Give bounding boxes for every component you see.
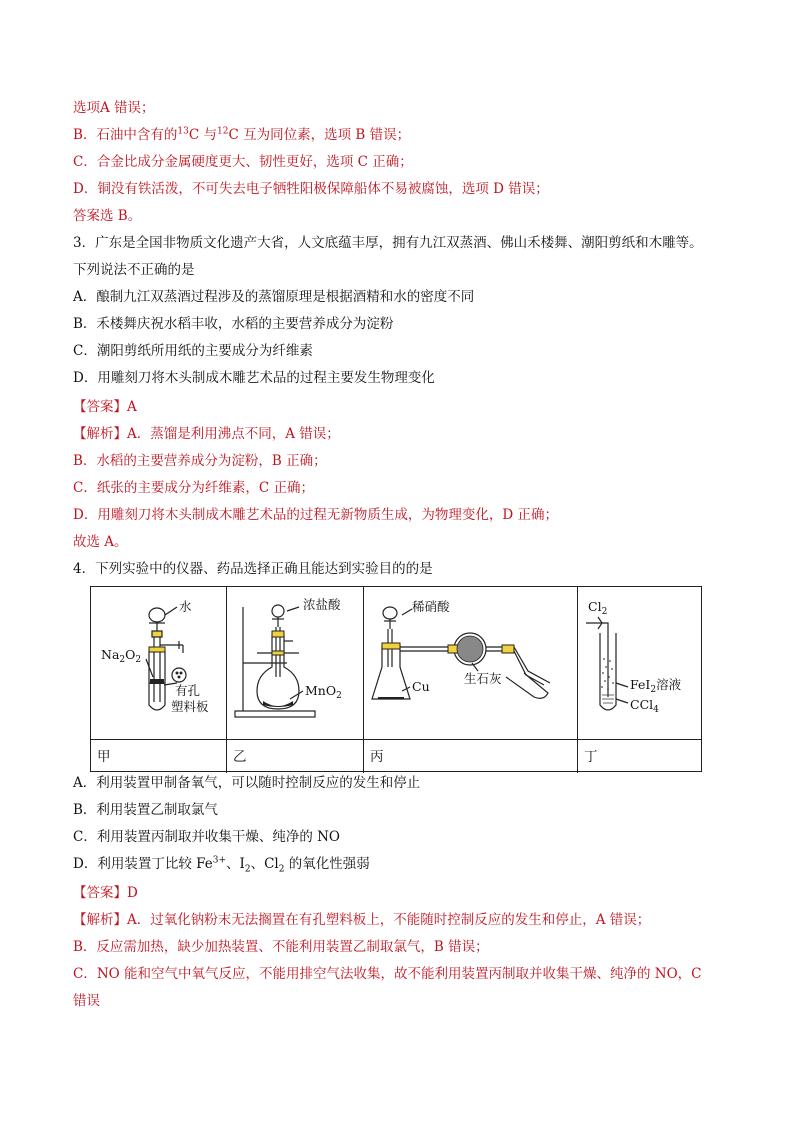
q3-option-c: C．潮阳剪纸所用纸的主要成分为纤维素 bbox=[73, 343, 313, 359]
apparatus-ding bbox=[578, 587, 701, 773]
apparatus-bing bbox=[364, 587, 578, 773]
label-plate-line-1: 有孔 bbox=[175, 683, 201, 698]
label-fei2: FeI$_2$溶液 bbox=[630, 677, 682, 695]
q4-option-a: A．利用装置甲制备氧气，可以随时控制反应的发生和停止 bbox=[73, 775, 421, 791]
label-dilute-hno3: 稀硝酸 bbox=[412, 599, 450, 614]
q3-option-b: B．禾楼舞庆祝水稻丰收，水稻的主要营养成分为淀粉 bbox=[73, 316, 394, 332]
caption-yi: 乙 bbox=[233, 749, 247, 765]
q3-option-a: A．酿制九江双蒸酒过程涉及的蒸馏原理是根据酒精和水的密度不同 bbox=[73, 289, 475, 305]
q3-analysis-line: B．水稻的主要营养成分为淀粉，B 正确； bbox=[73, 453, 327, 469]
prev-answer-option-b: B．石油中含有的$^{13}$C 与$^{12}$C 互为同位素，选项 B 错误； bbox=[73, 126, 411, 143]
apparatus-jia bbox=[91, 587, 227, 773]
label-quicklime: 生石灰 bbox=[464, 671, 502, 686]
label-na2o2: $Na_2O_2$ bbox=[101, 647, 142, 665]
label-mno2: MnO$_2$ bbox=[305, 683, 342, 701]
caption-bing: 丙 bbox=[370, 749, 384, 765]
label-conc-hcl: 浓盐酸 bbox=[303, 597, 341, 612]
prev-answer-option-c: C．合金比成分金属硬度更大、韧性更好，选项 C 正确； bbox=[73, 154, 413, 170]
q3-stem-line-2: 下列说法不正确的是 bbox=[73, 262, 195, 278]
apparatus-table bbox=[90, 586, 702, 772]
label-water: 水 bbox=[179, 599, 192, 614]
caption-jia: 甲 bbox=[97, 749, 111, 765]
q4-option-c: C．利用装置丙制取并收集干燥、纯净的 NO bbox=[73, 829, 341, 845]
q4-stem: 4．下列实验中的仪器、药品选择正确且能达到实验目的的是 bbox=[73, 561, 433, 577]
q4-answer: 【答案】D bbox=[73, 885, 138, 901]
apparatus-ding-diagram bbox=[578, 587, 701, 739]
q4-analysis-line: 【解析】A．过氧化钠粉末无法搁置在有孔塑料板上，不能随时控制反应的发生和停止，A 错误； bbox=[73, 912, 651, 928]
q4-analysis-line: B．反应需加热，缺少加热装置、不能利用装置乙制取氯气，B 错误； bbox=[73, 939, 489, 955]
label-ccl4: CCl$_4$ bbox=[630, 697, 659, 715]
label-cl2: $Cl_2$ bbox=[588, 599, 608, 617]
q3-analysis-conclusion: 故选 A。 bbox=[73, 534, 128, 550]
q3-analysis-line: D．用雕刻刀将木头制成木雕艺术品的过程无新物质生成，为物理变化，D 正确； bbox=[73, 507, 558, 523]
apparatus-yi bbox=[227, 587, 364, 773]
q4-option-d: D．利用装置丁比较 $Fe^{3+}$、$I_2$、$Cl_2$ 的氧化性强弱 bbox=[73, 855, 370, 875]
q3-stem-line-1: 3．广东是全国非物质文化遗产大省，人文底蕴丰厚，拥有九江双蒸酒、佛山禾楼舞、潮阳剪纸和木雕等。 bbox=[73, 235, 703, 251]
q3-answer: 【答案】A bbox=[73, 399, 137, 415]
caption-ding: 丁 bbox=[584, 749, 598, 765]
apparatus-yi-diagram bbox=[227, 587, 364, 739]
apparatus-jia-diagram bbox=[91, 587, 227, 739]
q3-analysis-line: 【解析】A．蒸馏是利用沸点不同，A 错误； bbox=[73, 426, 340, 442]
label-plate-line-2: 塑料板 bbox=[171, 699, 209, 714]
q4-option-b: B．利用装置乙制取氯气 bbox=[73, 802, 218, 818]
prev-answer-conclusion: 答案选 B。 bbox=[73, 208, 142, 224]
prev-answer-line-1: 选项A 错误； bbox=[73, 100, 155, 116]
prev-answer-option-d: D．铜没有铁活泼，不可失去电子牺牲阳极保障船体不易被腐蚀，选项 D 错误； bbox=[73, 181, 549, 197]
q4-analysis-line: C．NO 能和空气中氧气反应，不能用排空气法收集，故不能利用装置丙制取并收集干燥、纯净的 NO，C bbox=[73, 966, 702, 982]
q4-analysis-line: 错误 bbox=[73, 993, 100, 1009]
label-cu: Cu bbox=[412, 679, 430, 694]
q3-analysis-line: C．纸张的主要成分为纤维素，C 正确； bbox=[73, 480, 314, 496]
q3-option-d: D．用雕刻刀将木头制成木雕艺术品的过程主要发生物理变化 bbox=[73, 370, 435, 386]
apparatus-bing-diagram bbox=[364, 587, 578, 739]
